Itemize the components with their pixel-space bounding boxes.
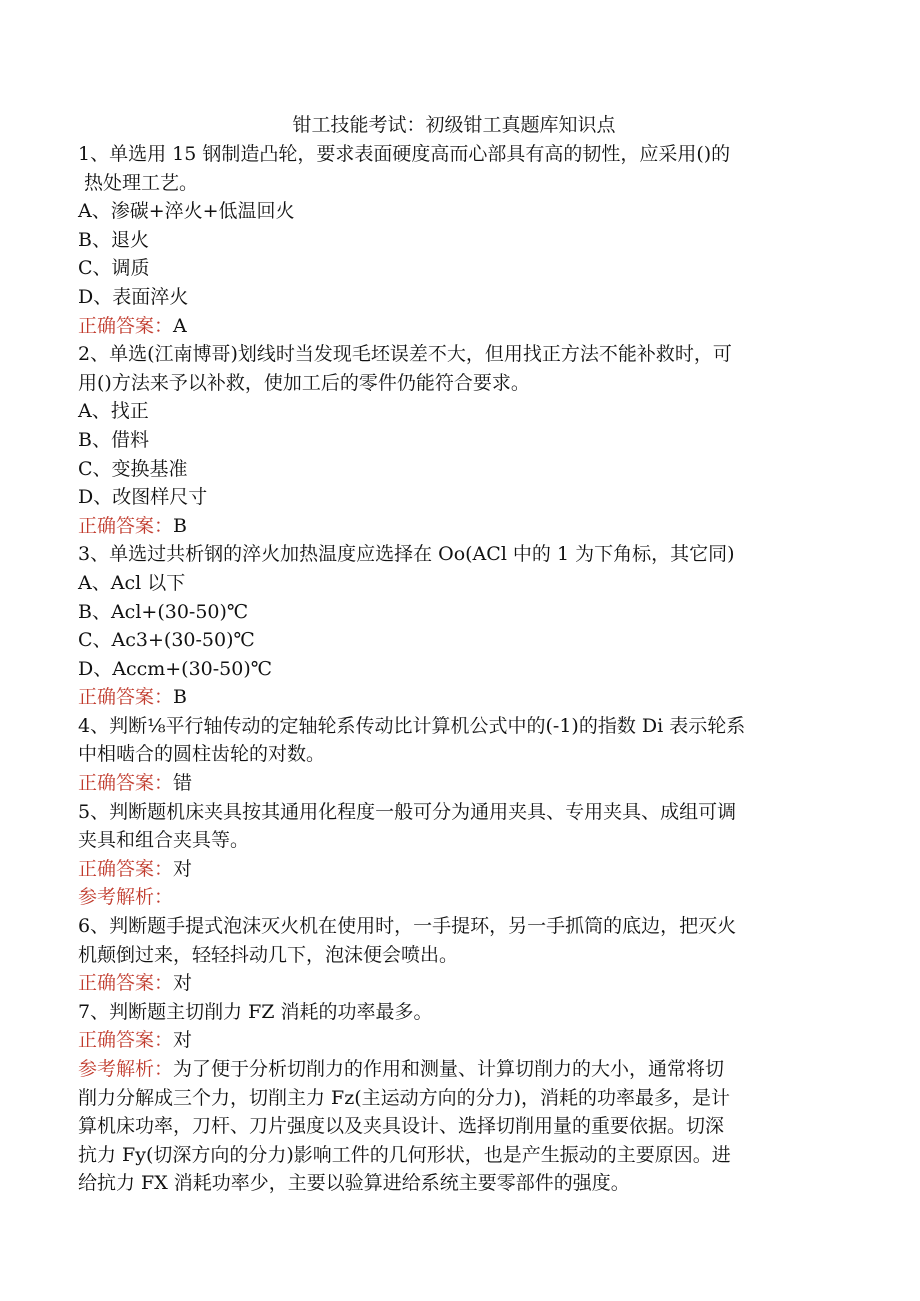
question-1-option-d: D、表面淬火 bbox=[78, 285, 189, 308]
question-7-analysis-line4: 抗力 Fy(切深方向的分力)影响工件的几何形状，也是产生振动的主要原因。进 bbox=[78, 1143, 731, 1166]
question-6-answer bbox=[78, 969, 830, 998]
document-page bbox=[78, 110, 830, 1198]
question-1 bbox=[78, 140, 830, 340]
question-2-answer bbox=[78, 512, 830, 541]
question-3-option-d: D、Accm+(30-50)℃ bbox=[78, 657, 273, 680]
question-6-stem-line2: 机颠倒过来，轻轻抖动几下，泡沫便会喷出。 bbox=[78, 943, 459, 966]
question-1-option-b: B、退火 bbox=[78, 228, 149, 251]
question-4 bbox=[78, 712, 830, 798]
answer-label: 正确答案： bbox=[78, 314, 174, 337]
question-1-option-c: C、调质 bbox=[78, 257, 150, 280]
question-4-answer bbox=[78, 769, 830, 798]
question-7 bbox=[78, 998, 830, 1198]
question-5 bbox=[78, 798, 830, 912]
question-7-answer bbox=[78, 1026, 830, 1055]
answer-label: 正确答案： bbox=[78, 686, 174, 709]
question-1-answer bbox=[78, 312, 830, 341]
answer-value: 错 bbox=[173, 772, 193, 795]
question-3-option-c: C、Ac3+(30-50)℃ bbox=[78, 629, 255, 652]
question-2-option-c: C、变换基准 bbox=[78, 457, 188, 480]
answer-value: 对 bbox=[173, 1029, 193, 1052]
answer-value: 对 bbox=[173, 972, 193, 995]
question-5-stem-line1: 5、判断题机床夹具按其通用化程度一般可分为通用夹具、专用夹具、成组可调 bbox=[78, 800, 737, 823]
question-3-option-a: A、Acl 以下 bbox=[78, 571, 186, 594]
question-4-stem-line1: 4、判断⅛平行轴传动的定轴轮系传动比计算机公式中的(-1)的指数 Di 表示轮系 bbox=[78, 714, 746, 737]
answer-value: A bbox=[173, 314, 187, 337]
question-2-option-b: B、借料 bbox=[78, 428, 149, 451]
question-2-option-d: D、改图样尺寸 bbox=[78, 486, 208, 509]
document-title: 钳工技能考试：初级钳工真题库知识点 bbox=[292, 114, 616, 136]
question-3-stem-line1: 3、单选过共析钢的淬火加热温度应选择在 Oo(ACl 中的 1 为下角标，其它同) bbox=[78, 543, 735, 566]
question-7-analysis-line2: 削力分解成三个力，切削主力 Fz(主运动方向的分力)，消耗的功率最多，是计 bbox=[78, 1086, 731, 1109]
answer-value: B bbox=[173, 514, 187, 537]
answer-label: 正确答案： bbox=[78, 514, 174, 537]
question-2-stem-line2: 用()方法来予以补救，使加工后的零件仍能符合要求。 bbox=[78, 371, 530, 394]
question-1-stem-line2: 热处理工艺。 bbox=[84, 171, 199, 194]
analysis-label: 参考解析： bbox=[78, 1058, 174, 1080]
question-1-option-a: A、渗碳+淬火+低温回火 bbox=[78, 200, 295, 223]
question-5-analysis bbox=[78, 883, 830, 912]
question-7-stem-line1: 7、判断题主切削力 FZ 消耗的功率最多。 bbox=[78, 1000, 433, 1023]
question-7-analysis-line1 bbox=[78, 1055, 830, 1084]
question-7-analysis-line3: 算机床功率，刀杆、刀片强度以及夹具设计、选择切削用量的重要依据。切深 bbox=[78, 1115, 725, 1138]
question-4-stem-line2: 中相啮合的圆柱齿轮的对数。 bbox=[78, 743, 326, 766]
question-6-stem-line1: 6、判断题手提式泡沫灭火机在使用时，一手提环，另一手抓筒的底边，把灭火 bbox=[78, 915, 737, 938]
analysis-label: 参考解析： bbox=[78, 886, 174, 909]
question-2 bbox=[78, 340, 830, 540]
answer-value: 对 bbox=[173, 857, 193, 880]
question-3 bbox=[78, 540, 830, 712]
answer-label: 正确答案： bbox=[78, 857, 174, 880]
question-6 bbox=[78, 912, 830, 998]
analysis-text: 为了便于分析切削力的作用和测量、计算切削力的大小，通常将切 bbox=[173, 1058, 725, 1080]
question-1-stem-line1: 1、单选用 15 钢制造凸轮，要求表面硬度高而心部具有高的韧性，应采用()的 bbox=[78, 143, 731, 165]
question-2-option-a: A、找正 bbox=[78, 400, 149, 423]
answer-label: 正确答案： bbox=[78, 972, 174, 995]
question-3-answer bbox=[78, 683, 830, 712]
answer-value: B bbox=[173, 686, 187, 709]
answer-label: 正确答案： bbox=[78, 772, 174, 795]
question-5-stem-line2: 夹具和组合夹具等。 bbox=[78, 829, 250, 852]
question-5-answer bbox=[78, 855, 830, 884]
question-7-analysis-line5: 给抗力 FX 消耗功率少，主要以验算进给系统主要零部件的强度。 bbox=[78, 1172, 630, 1195]
question-2-stem-line1: 2、单选(江南博哥)划线时当发现毛坯误差不大，但用找正方法不能补救时，可 bbox=[78, 343, 732, 366]
answer-label: 正确答案： bbox=[78, 1029, 174, 1052]
question-3-option-b: B、Acl+(30-50)℃ bbox=[78, 600, 249, 623]
